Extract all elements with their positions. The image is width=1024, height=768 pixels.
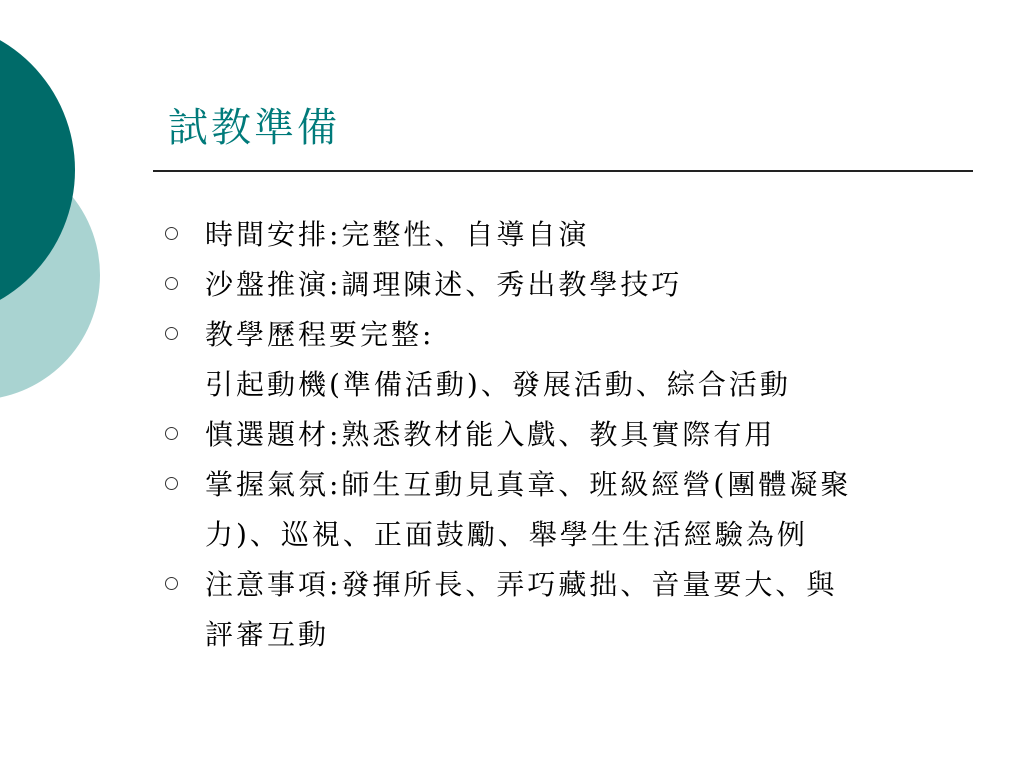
bullet-item xyxy=(165,310,965,360)
bullet-circle-icon xyxy=(165,577,178,590)
bullet-text-line: 掌握氣氛:師生互動見真章、班級經營(團體凝聚 xyxy=(205,468,852,501)
bullet-text-line: 評審互動 xyxy=(205,618,330,651)
bullet-text xyxy=(205,560,965,660)
bullet-list xyxy=(165,210,965,660)
bullet-text xyxy=(205,460,965,560)
bullet-text-line: 注意事項:發揮所長、弄巧藏拙、音量要大、與 xyxy=(205,568,838,601)
title-divider xyxy=(153,170,973,172)
bullet-circle-icon xyxy=(165,227,178,240)
bullet-text: 慎選題材:熟悉教材能入戲、教具實際有用 xyxy=(205,418,776,451)
bullet-circle-icon xyxy=(165,427,178,440)
bullet-item xyxy=(165,410,965,460)
bullet-text-line: 力)、巡視、正面鼓勵、舉學生生活經驗為例 xyxy=(205,518,808,551)
bullet-continuation xyxy=(165,360,965,410)
bullet-text: 引起動機(準備活動)、發展活動、綜合活動 xyxy=(205,368,791,401)
bullet-circle-icon xyxy=(165,477,178,490)
bullet-item xyxy=(165,460,965,560)
bullet-item xyxy=(165,260,965,310)
bullet-text: 時間安排:完整性、自導自演 xyxy=(205,218,590,251)
bullet-circle-icon xyxy=(165,327,178,340)
bullet-item xyxy=(165,560,965,660)
bullet-text: 沙盤推演:調理陳述、秀出教學技巧 xyxy=(205,268,683,301)
bullet-circle-icon xyxy=(165,277,178,290)
bullet-item xyxy=(165,210,965,260)
slide-title: 試教準備 xyxy=(168,105,340,151)
bullet-text: 教學歷程要完整: xyxy=(205,318,435,351)
